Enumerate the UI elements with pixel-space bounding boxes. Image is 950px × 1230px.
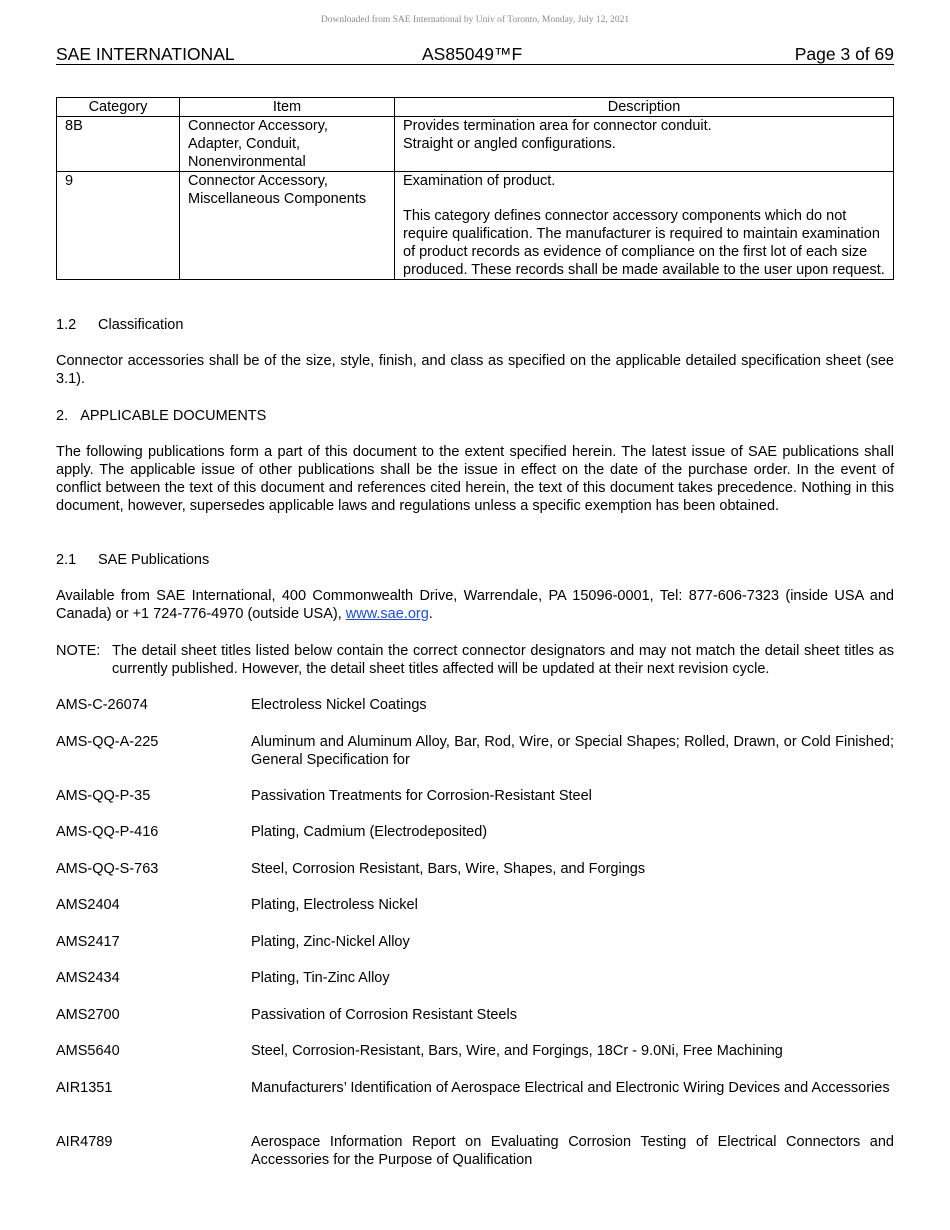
section-number: 1.2 bbox=[56, 317, 77, 333]
reference-title: Plating, Tin-Zinc Alloy bbox=[251, 970, 390, 986]
reference-item bbox=[56, 787, 894, 805]
cell-item bbox=[180, 172, 395, 280]
item-line: Adapter, Conduit, bbox=[188, 136, 301, 152]
description-paragraph: This category defines connector accessory components which do not require qualification. The manufacturer is required to maintain examination of product records as evidence of compliance on the first lot of each size produced. These records shall be made available to the user upon request. bbox=[403, 208, 885, 278]
column-header-category: Category bbox=[57, 98, 180, 117]
reference-title: Aluminum and Aluminum Alloy, Bar, Rod, Wire, or Special Shapes; Rolled, Drawn, or Cold Finished; General Specification for bbox=[251, 734, 894, 768]
item-line: Connector Accessory, bbox=[188, 118, 328, 134]
sae-contact-text: Available from SAE International, 400 Commonwealth Drive, Warrendale, PA 15096-0001, Tel: 877-606-7323 (inside USA and Canada) or +1 724-776-4970 (outside USA), bbox=[56, 588, 894, 622]
description-line: Provides termination area for connector conduit. bbox=[403, 118, 712, 134]
reference-item bbox=[56, 1079, 894, 1097]
reference-title: Steel, Corrosion-Resistant, Bars, Wire, and Forgings, 18Cr - 9.0Ni, Free Machining bbox=[251, 1043, 783, 1059]
reference-code: AMS2417 bbox=[56, 934, 120, 950]
note-label: NOTE: bbox=[56, 643, 101, 659]
reference-code: AMS-QQ-P-416 bbox=[56, 824, 159, 840]
section-2-1-body bbox=[56, 587, 894, 623]
download-watermark: Downloaded from SAE International by Univ of Toronto, Monday, July 12, 2021 bbox=[320, 15, 630, 25]
reference-item bbox=[56, 696, 894, 714]
table-row bbox=[57, 117, 894, 172]
section-2-body: The following publications form a part of this document to the extent specified herein. The latest issue of SAE publications shall apply. The applicable issue of other publications shall be the issue in effect on the date of the purchase order. In the event of conflict between the text of this document and references cited herein, the text of this document takes precedence. Nothing in this document, however, supersedes applicable laws and regulations unless a specific exemption has been obtained. bbox=[56, 444, 894, 514]
reference-code: AMS5640 bbox=[56, 1043, 120, 1059]
reference-title: Steel, Corrosion Resistant, Bars, Wire, Shapes, and Forgings bbox=[251, 861, 646, 877]
reference-title: Aerospace Information Report on Evaluating Corrosion Testing of Electrical Connectors and Accessories for the Purpose of Qualification bbox=[251, 1134, 894, 1168]
table-row bbox=[57, 172, 894, 280]
reference-title: Plating, Electroless Nickel bbox=[251, 897, 418, 913]
header-doc-number: AS85049™F bbox=[422, 44, 523, 64]
reference-item bbox=[56, 1133, 894, 1169]
reference-code: AIR1351 bbox=[56, 1080, 113, 1096]
page-header bbox=[56, 44, 894, 65]
reference-item bbox=[56, 1042, 894, 1060]
note-block bbox=[56, 642, 894, 678]
reference-code: AMS-QQ-P-35 bbox=[56, 788, 151, 804]
reference-title: Manufacturers’ Identification of Aerospace Electrical and Electronic Wiring Devices and Accessories bbox=[251, 1080, 890, 1096]
header-org: SAE INTERNATIONAL bbox=[56, 44, 235, 64]
table-header-row bbox=[57, 98, 894, 117]
cell-category: 9 bbox=[57, 172, 180, 280]
section-1-2-body: Connector accessories shall be of the size, style, finish, and class as specified on the applicable detailed specification sheet (see 3.1). bbox=[56, 353, 894, 387]
header-page-number: Page 3 of 69 bbox=[794, 44, 894, 64]
section-2-heading bbox=[56, 407, 894, 425]
reference-item bbox=[56, 896, 894, 914]
reference-item bbox=[56, 933, 894, 951]
item-line: Miscellaneous Components bbox=[188, 191, 367, 207]
cell-category: 8B bbox=[57, 117, 180, 172]
note-text: The detail sheet titles listed below contain the correct connector designators and may not match the detail sheet titles as currently published. However, the detail sheet titles affected will be updated at their next revision cycle. bbox=[112, 643, 894, 677]
reference-title: Electroless Nickel Coatings bbox=[251, 697, 427, 713]
cell-description bbox=[395, 172, 894, 280]
section-1-2-heading bbox=[56, 316, 894, 334]
reference-code: AMS-QQ-S-763 bbox=[56, 861, 159, 877]
section-2-1-heading bbox=[56, 551, 894, 569]
column-header-item: Item bbox=[180, 98, 395, 117]
item-line: Connector Accessory, bbox=[188, 173, 328, 189]
description-line: Straight or angled configurations. bbox=[403, 136, 616, 152]
reference-code: AMS-QQ-A-225 bbox=[56, 734, 159, 750]
reference-item bbox=[56, 1006, 894, 1024]
item-line: Nonenvironmental bbox=[188, 154, 306, 170]
section-number: 2. bbox=[56, 408, 69, 424]
column-header-description: Description bbox=[395, 98, 894, 117]
reference-title: Plating, Zinc-Nickel Alloy bbox=[251, 934, 410, 950]
sentence-end: . bbox=[428, 606, 433, 622]
cell-item bbox=[180, 117, 395, 172]
reference-item bbox=[56, 969, 894, 987]
reference-code: AIR4789 bbox=[56, 1134, 113, 1150]
reference-item bbox=[56, 733, 894, 769]
sae-website-link[interactable]: www.sae.org bbox=[345, 606, 429, 622]
cell-description bbox=[395, 117, 894, 172]
reference-title: Passivation Treatments for Corrosion-Resistant Steel bbox=[251, 788, 592, 804]
section-title: APPLICABLE DOCUMENTS bbox=[80, 408, 267, 424]
reference-code: AMS-C-26074 bbox=[56, 697, 148, 713]
section-title: SAE Publications bbox=[98, 552, 210, 568]
reference-code: AMS2434 bbox=[56, 970, 120, 986]
description-line: Examination of product. bbox=[403, 173, 556, 189]
reference-item bbox=[56, 823, 894, 841]
reference-code: AMS2404 bbox=[56, 897, 120, 913]
reference-item bbox=[56, 860, 894, 878]
reference-title: Plating, Cadmium (Electrodeposited) bbox=[251, 824, 488, 840]
category-table bbox=[56, 97, 894, 280]
section-title: Classification bbox=[98, 317, 184, 333]
section-number: 2.1 bbox=[56, 552, 77, 568]
reference-title: Passivation of Corrosion Resistant Steels bbox=[251, 1007, 517, 1023]
reference-code: AMS2700 bbox=[56, 1007, 120, 1023]
